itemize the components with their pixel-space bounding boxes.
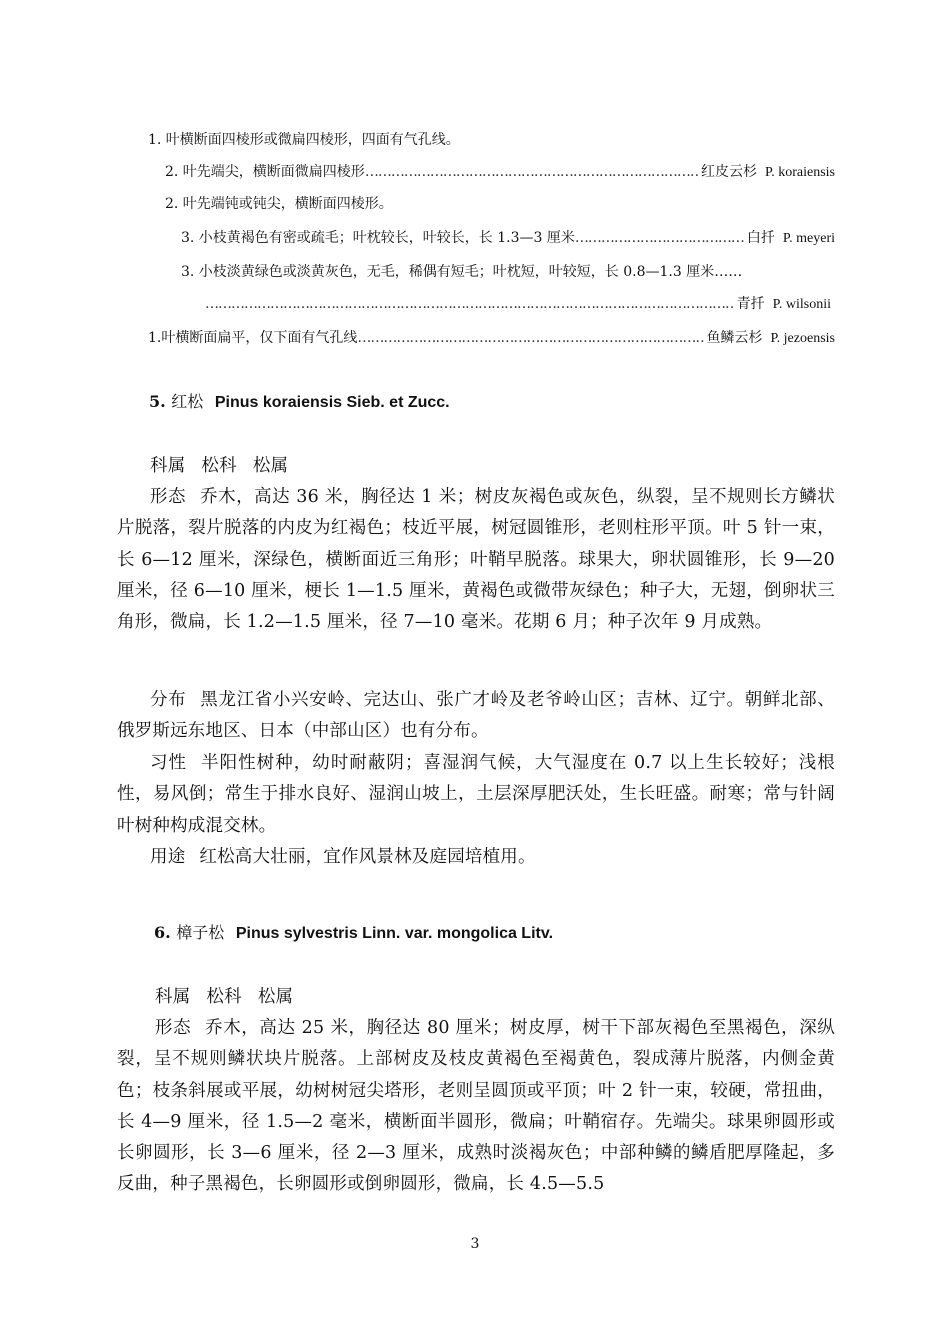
key-item-1b-name: 鱼鳞云杉 (706, 330, 763, 346)
key-item-2a-text: 2. 叶先端尖，横断面微扁四棱形 (165, 164, 365, 180)
species-5-habit: 习性 半阳性树种，幼时耐蔽阴；喜湿润气候，大气湿度在 0.7 以上生长较好；浅根性，易风倒；常生于排水良好、湿润山坡上，土层深厚肥沃处，生长旺盛。耐寒；常与针阔叶树种构成混交林。 (117, 753, 835, 836)
key-item-1b-text: 1.叶横断面扁平，仅下面有气孔线 (148, 330, 358, 346)
species-5-morphology: 形态 乔木，高达 36 米，胸径达 1 米；树皮灰褐色或灰色，纵裂，呈不规则长方鳞状片脱落，裂片脱落的内皮为红褐色；枝近平展，树冠圆锥形，老则柱形平顶。叶 5 针一束，长 6—12 厘米，深绿色，横断面近三角形；叶鞘早脱落。球果大，卵状圆锥形，长 9—20 厘米，径 6—10 厘米，梗长 1—1.5 厘米，黄褐色或微带灰绿色；种子大，无翅，倒卵状三角形，微扁，长 1.2—1.5 厘米，径 7—10 毫米。花期 6 月；种子次年 9 月成熟。 (117, 487, 835, 633)
species-6-heading: 6. 樟子松 Pinus sylvestris Linn. var. mongolica Litv. (154, 923, 554, 942)
key-item-1: 1. 叶横断面四棱形或微扁四棱形，四面有气孔线。 (148, 132, 460, 148)
key-item-3a-latin: P. meyeri (782, 231, 835, 246)
key-item-1b (148, 328, 835, 349)
key-item-2a-name: 红皮云杉 (701, 164, 757, 180)
key-item-3a-text: 3. 小枝黄褐色有密或疏毛；叶枕较长，叶较长，长 1.3—3 厘米 (181, 230, 575, 246)
key-item-3b-name: 青扦 (736, 296, 765, 312)
species-5-family: 科属 松科 松属 (150, 456, 289, 476)
page-number: 3 (470, 1236, 480, 1252)
key-item-3b-latin: P. wilsonii (772, 297, 831, 312)
species-6-morphology: 形态 乔木，高达 25 米，胸径达 80 厘米；树皮厚，树干下部灰褐色至黑褐色，深纵裂，呈不规则鳞状块片脱落。上部树皮及枝皮黄褐色至褐黄色，裂成薄片脱落，内侧金黄色；枝条斜展或平展，幼树树冠尖塔形，老则呈圆顶或平顶；叶 2 针一束，较硬，常扭曲，长 4—9 厘米，径 1.5—2 毫米，横断面半圆形，微扁；叶鞘宿存。先端尖。球果卵圆形或长卵圆形，长 3—6 厘米，径 2—3 厘米，成熟时淡褐灰色；中部种鳞的鳞盾肥厚隆起，多反曲，种子黑褐色，长卵圆形或倒卵圆形，微扁，长 4.5—5.5 (117, 1018, 835, 1195)
species-5-heading: 5. 红松 Pinus koraiensis Sieb. et Zucc. (149, 392, 450, 411)
species-5-use: 用途 红松高大壮丽，宜作风景林及庭园培植用。 (150, 847, 536, 867)
dot-leader (205, 294, 735, 314)
dot-leader (575, 228, 745, 248)
key-item-2a-latin: P. koraiensis (765, 165, 835, 180)
dot-leader (357, 328, 704, 348)
key-item-2b: 2. 叶先端钝或钝尖，横断面四棱形。 (165, 196, 393, 212)
species-6-family: 科属 松科 松属 (155, 987, 294, 1007)
key-item-1b-latin: P. jezoensis (770, 331, 835, 346)
dot-leader (365, 162, 699, 182)
key-item-3b-cont (205, 294, 831, 315)
key-item-2a (165, 162, 835, 183)
key-item-3a-name: 白扦 (746, 230, 775, 246)
key-item-3b: 3. 小枝淡黄绿色或淡黄灰色，无毛，稀偶有短毛；叶枕短，叶较短，长 0.8—1.3 厘米…… (181, 264, 743, 280)
key-item-3a (181, 228, 835, 249)
species-5-distribution: 分布 黑龙江省小兴安岭、完达山、张广才岭及老爷岭山区；吉林、辽宁。朝鲜北部、俄罗斯远东地区、日本（中部山区）也有分布。 (117, 690, 835, 742)
